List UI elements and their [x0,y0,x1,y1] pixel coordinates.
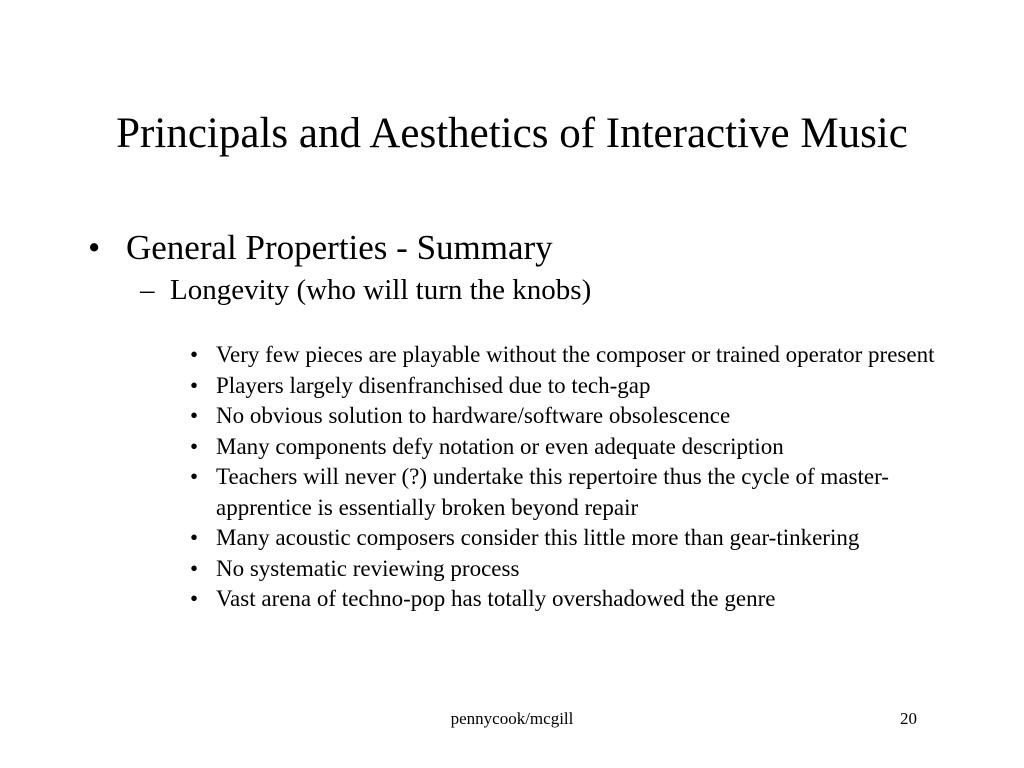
list-item [190,371,950,402]
bullet-marker: • [190,433,199,459]
list-item [190,401,950,432]
bullet-marker: • [190,525,199,550]
bullet-level2 [140,272,591,308]
bullet-marker: • [190,342,199,367]
footer-author: pennycook/mcgill [450,709,574,728]
bullet-marker: • [190,555,199,581]
list-item [190,340,950,371]
slide-title: Principals and Aesthetics of Interactive Music [116,110,908,157]
bullet-marker: • [190,586,199,611]
list-item [190,523,950,554]
bullet-level3-list [190,340,950,615]
bullet-level1 [88,227,553,269]
bullet-level2-text: Longevity (who will turn the knobs) [170,274,592,306]
list-item [190,432,950,463]
dash-marker: – [140,274,155,306]
list-item-text: Many acoustic composers consider this little more than gear-tinkering [216,525,860,550]
page-number: 20 [900,709,917,728]
list-item-text: No obvious solution to hardware/software obsolescence [216,403,731,428]
bullet-marker: • [190,372,199,398]
list-item-text: No systematic reviewing process [216,555,520,581]
bullet-marker: • [190,403,199,428]
list-item-text: Many components defy notation or even adequate description [216,433,784,459]
bullet-marker: • [190,464,199,489]
list-item-text: Teachers will never (?) undertake this repertoire thus the cycle of master-apprentice is essentially broken beyond repair [216,464,889,520]
list-item-text: Vast arena of techno-pop has totally overshadowed the genre [216,586,776,611]
list-item-text: Very few pieces are playable without the composer or trained operator present [216,342,935,367]
bullet-level1-text: General Properties - Summary [126,228,553,267]
list-item [190,554,950,585]
list-item-text: Players largely disenfranchised due to tech-gap [216,372,651,398]
list-item [190,584,950,615]
list-item [190,462,950,523]
bullet-marker: • [88,228,101,267]
